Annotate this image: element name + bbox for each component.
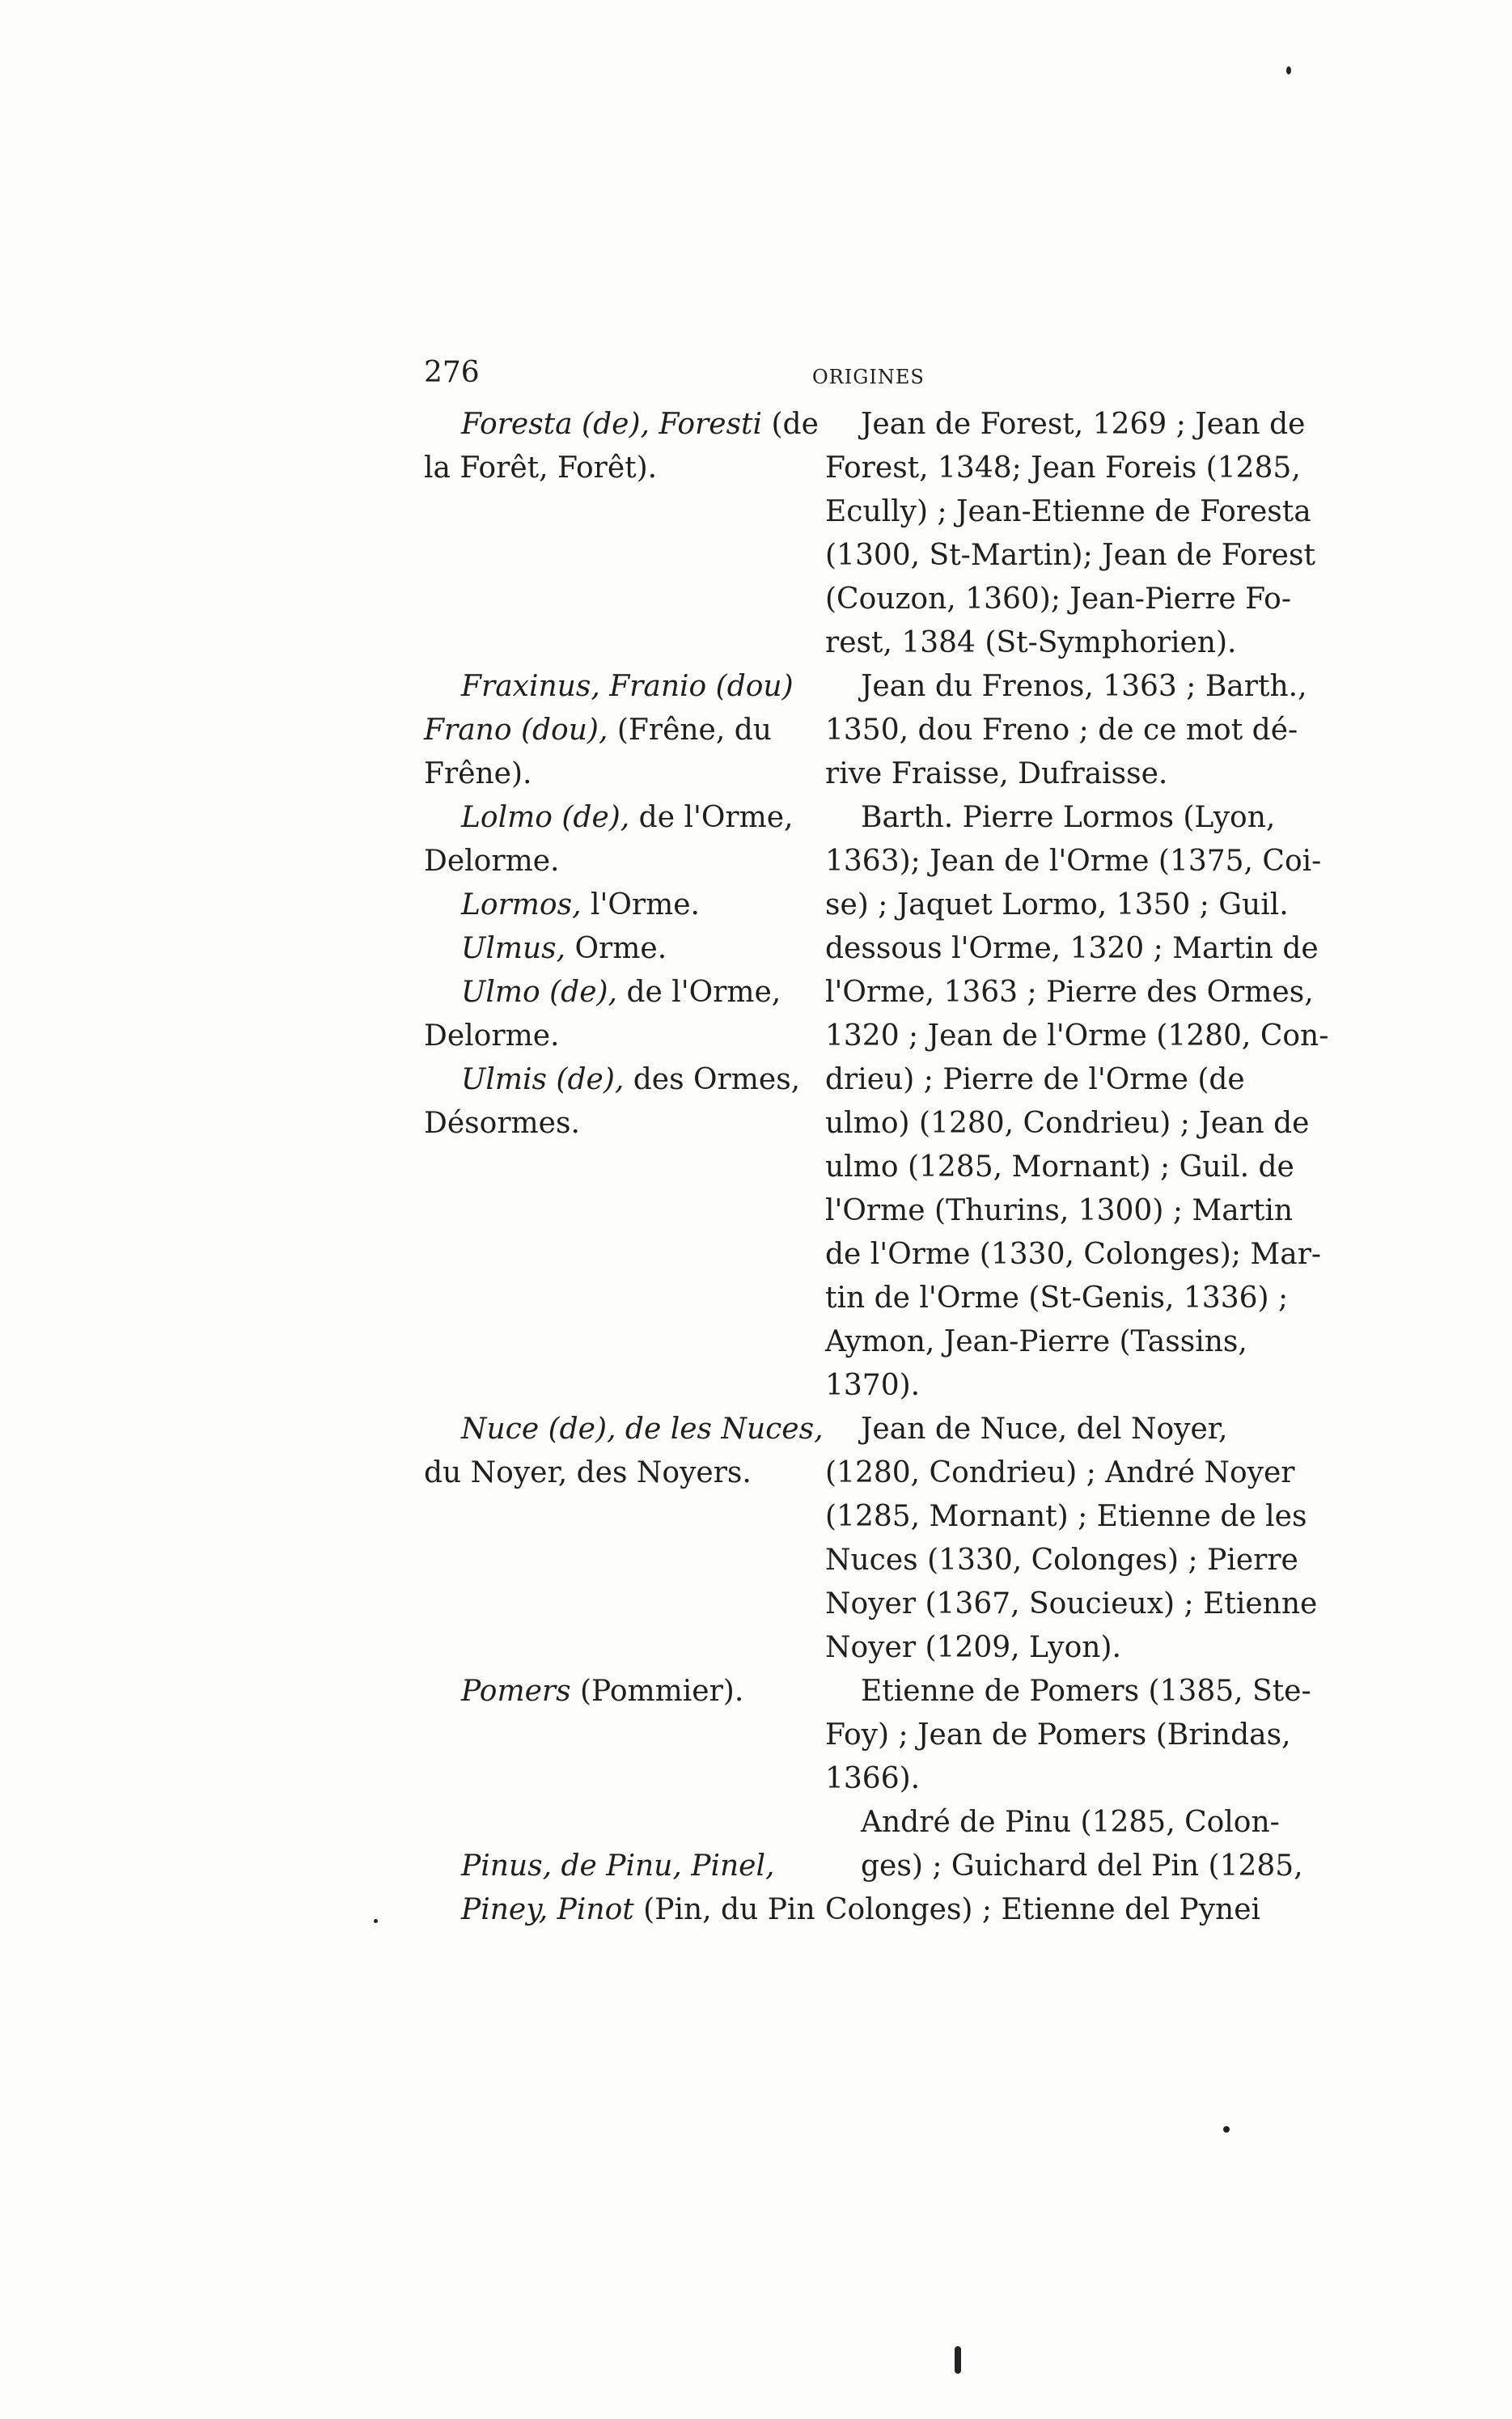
- attestation-line: Foy) ; Jean de Pomers (Brindas,: [825, 1718, 1291, 1752]
- attestation-line: Etienne de Pomers (1385, Ste-: [861, 1675, 1311, 1708]
- term-line: [461, 796, 794, 840]
- attestation-line: Aymon, Jean-Pierre (Tassins,: [825, 1325, 1247, 1358]
- attestation-line: André de Pinu (1285, Colon-: [861, 1806, 1280, 1839]
- attestation-line: Jean du Frenos, 1363 ; Barth.,: [861, 670, 1307, 703]
- french-gloss: (Pin, du Pin: [633, 1893, 815, 1926]
- term-line: [424, 1451, 752, 1495]
- french-gloss: des Ormes,: [624, 1063, 801, 1096]
- attestation-line: ges) ; Guichard del Pin (1285,: [861, 1849, 1303, 1883]
- latin-term: Ulmis (de),: [461, 1063, 625, 1096]
- french-gloss: Désormes.: [424, 1107, 580, 1140]
- latin-term: Nuce (de), de les Nuces,: [461, 1413, 824, 1446]
- term-line: [461, 1888, 815, 1932]
- scan-speck: [1286, 66, 1291, 74]
- attestation-line: drieu) ; Pierre de l'Orme (de: [825, 1063, 1245, 1096]
- term-line: [424, 447, 657, 490]
- latin-term: Lormos,: [461, 888, 582, 921]
- french-gloss: la Forêt, Forêt).: [424, 451, 658, 485]
- attestation-line: Colonges) ; Etienne del Pynei: [825, 1893, 1261, 1926]
- term-line: [461, 1670, 743, 1714]
- attestation-line: Jean de Nuce, del Noyer,: [861, 1413, 1228, 1446]
- term-line: [424, 752, 532, 796]
- term-line: [424, 1102, 580, 1146]
- attestation-line: 1350, dou Freno ; de ce mot dé-: [825, 714, 1298, 747]
- page-header: [424, 356, 1314, 396]
- attestation-line: tin de l'Orme (St-Genis, 1336) ;: [825, 1282, 1289, 1315]
- attestation-line: 1363); Jean de l'Orme (1375, Coi-: [825, 845, 1322, 878]
- attestation-line: Forest, 1348; Jean Foreis (1285,: [825, 451, 1301, 485]
- attestation-line: dessous l'Orme, 1320 ; Martin de: [825, 932, 1319, 965]
- french-gloss: de l'Orme,: [629, 801, 794, 834]
- latin-term: Foresta (de), Foresti: [461, 408, 763, 441]
- term-line: [461, 1058, 800, 1102]
- term-line: [424, 709, 772, 752]
- attestation-line: Noyer (1209, Lyon).: [825, 1631, 1121, 1664]
- scan-speck: [955, 2346, 961, 2374]
- french-gloss: (Frêne, du: [608, 714, 772, 747]
- latin-term: Pinus, de Pinu, Pinel,: [461, 1849, 775, 1883]
- term-line: [461, 1408, 824, 1451]
- scan-speck: [1223, 2126, 1230, 2133]
- latin-term: Ulmo (de),: [461, 976, 617, 1009]
- attestation-line: (1285, Mornant) ; Etienne de les: [825, 1500, 1307, 1533]
- attestation-line: ulmo) (1280, Condrieu) ; Jean de: [825, 1107, 1310, 1140]
- attestation-line: l'Orme, 1363 ; Pierre des Ormes,: [825, 976, 1314, 1009]
- term-line: [461, 971, 781, 1015]
- french-gloss: du Noyer, des Noyers.: [424, 1456, 752, 1489]
- running-head: ORIGINES: [812, 366, 925, 388]
- attestation-line: Barth. Pierre Lormos (Lyon,: [861, 801, 1276, 834]
- latin-term: Fraxinus, Franio (dou): [461, 670, 794, 703]
- term-line: [461, 1845, 774, 1888]
- french-gloss: Delorme.: [424, 845, 560, 878]
- french-gloss: (Pommier).: [570, 1675, 744, 1708]
- attestation-line: l'Orme (Thurins, 1300) ; Martin: [825, 1194, 1294, 1227]
- term-line: [461, 403, 819, 447]
- attestation-line: ulmo (1285, Mornant) ; Guil. de: [825, 1150, 1294, 1184]
- term-line: [424, 840, 559, 883]
- french-gloss: Orme.: [565, 932, 667, 965]
- latin-term: Pomers: [461, 1675, 571, 1708]
- attestation-line: Noyer (1367, Soucieux) ; Etienne: [825, 1587, 1318, 1620]
- latin-term: Piney, Pinot: [461, 1893, 634, 1926]
- attestation-line: Ecully) ; Jean-Etienne de Foresta: [825, 495, 1311, 528]
- term-line: [461, 927, 667, 971]
- page-number: 276: [424, 356, 480, 389]
- attestation-line: rest, 1384 (St-Symphorien).: [825, 626, 1237, 659]
- french-gloss: de l'Orme,: [617, 976, 781, 1009]
- attestation-line: 1366).: [825, 1762, 921, 1795]
- term-line: [424, 1015, 559, 1058]
- term-line: [461, 883, 700, 927]
- latin-term: Lolmo (de),: [461, 801, 630, 834]
- term-line: [461, 665, 794, 709]
- attestation-line: de l'Orme (1330, Colonges); Mar-: [825, 1238, 1322, 1271]
- attestation-line: se) ; Jaquet Lormo, 1350 ; Guil.: [825, 888, 1289, 921]
- attestation-line: rive Fraisse, Dufraisse.: [825, 757, 1168, 790]
- attestation-line: Nuces (1330, Colonges) ; Pierre: [825, 1544, 1298, 1577]
- french-gloss: l'Orme.: [581, 888, 700, 921]
- attestation-line: Jean de Forest, 1269 ; Jean de: [861, 408, 1306, 441]
- attestation-line: (1280, Condrieu) ; André Noyer: [825, 1456, 1295, 1489]
- scan-speck: [374, 1919, 378, 1923]
- french-gloss: Frêne).: [424, 757, 532, 790]
- french-gloss: (de: [762, 408, 819, 441]
- latin-term: Ulmus,: [461, 932, 566, 965]
- attestation-line: 1320 ; Jean de l'Orme (1280, Con-: [825, 1019, 1329, 1053]
- attestation-line: (Couzon, 1360); Jean-Pierre Fo-: [825, 583, 1291, 616]
- attestation-line: 1370).: [825, 1369, 921, 1402]
- french-gloss: Delorme.: [424, 1019, 560, 1053]
- latin-term: Frano (dou),: [424, 714, 608, 747]
- attestation-line: (1300, St-Martin); Jean de Forest: [825, 539, 1315, 572]
